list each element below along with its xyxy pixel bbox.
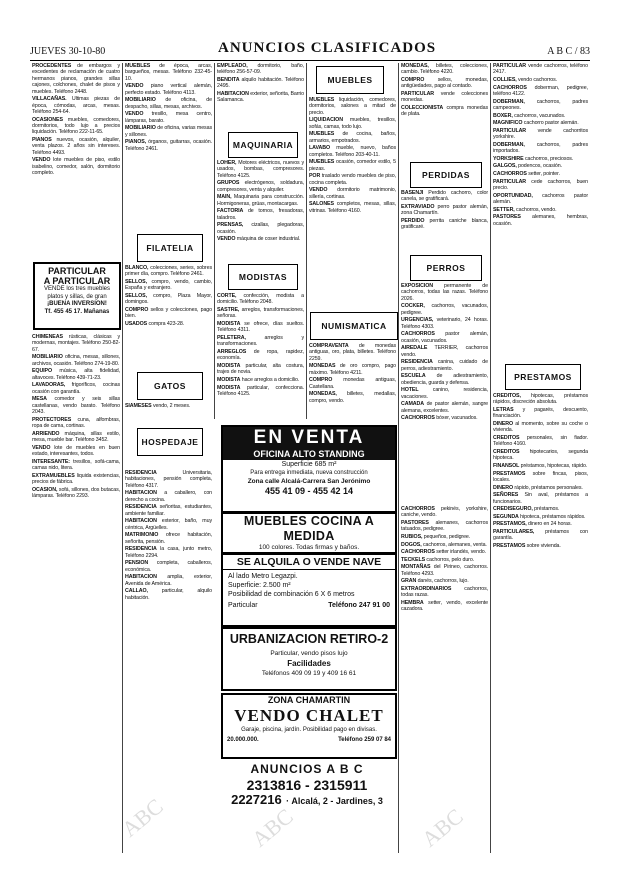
column-3-maquinaria xyxy=(217,160,304,260)
classified-ad: MOBILIARIO de oficina, varias mesas y sillones. xyxy=(125,125,212,138)
column-4-numismatica xyxy=(309,343,396,423)
classified-ad: PROCEDENTES de embargos y excedentes de reclamación de cuatro hermanos pianos, grandes sillas cajones, colchones, chalet de pisos y muebles. Teléfono 2448. xyxy=(32,63,120,95)
classified-ad: CACHORROS pekinés, yorkshire, caniche, vendo. xyxy=(401,506,488,519)
ad-urbanizacion-retiro: URBANIZACION RETIRO-2 Particular, vendo pisos lujo Facilidades Teléfonos 409 09 19 y 409 16 61 xyxy=(221,627,397,691)
header-rule xyxy=(30,60,590,61)
classified-ad: COMPRO sellos y colecciones, pago bien. xyxy=(125,307,212,320)
classified-ad: CHIMENEAS rústicas, clásicas y modernas, montajes. Teléfono 250-82-67. xyxy=(32,334,120,353)
classified-ad: MONEDAS, billetes, colecciones, cambio. Teléfono 4220. xyxy=(401,63,488,76)
classified-ad: MONTAÑAS del Pirineo, cachorros. Teléfono 4293. xyxy=(401,564,488,577)
classified-ad: POR traslado vendo muebles de piso, cocina completa. xyxy=(309,173,396,186)
classified-ad: ESCUELA de adiestramiento, obediencia, guarda y defensa. xyxy=(401,373,488,386)
column-rule xyxy=(490,63,491,853)
column-rule xyxy=(398,63,399,853)
section-head-muebles: MUEBLES xyxy=(316,66,384,94)
classified-ad: MUEBLES ocasión, comedor estilo, 5 piezas. xyxy=(309,159,396,172)
ad-muebles-cocina: MUEBLES COCINA A MEDIDA 100 colores. Todas firmas y baños. xyxy=(221,512,397,554)
column-rule xyxy=(122,63,123,853)
classified-ad: MONEDAS, billetes, medallas, compro, vendo. xyxy=(309,391,396,404)
classified-ad: DINERO rápido, préstamos personales. xyxy=(493,484,583,491)
ad-chalet: ZONA CHAMARTIN VENDO CHALET Garaje, piscina, jardín. Posibilidad pago en divisas. 20.000.000. Teléfono 259 07 84 xyxy=(221,693,397,759)
classified-ad: VILLACAÑAS. Ultimas piezas de época, cómodas, arcas, mesas. Teléfono 254-64. xyxy=(32,96,120,116)
classified-ad: HABITACION exterior, baño, muy céntrica, Argüelles. xyxy=(125,518,212,531)
classified-ad: SALONES completos, mesas, sillas, vitrinas. Teléfono 4160. xyxy=(309,201,396,214)
classified-ad: ARRIENDO máquina, sillas estilo, mesa, mueble bar. Teléfono 3452. xyxy=(32,430,120,444)
classified-ad: ARREGLOS de ropa, rapidez, economía. xyxy=(217,349,304,362)
classified-ad: FINANSOL préstamos, hipotecas, rápido. xyxy=(493,463,588,469)
classified-ad: SELLOS, compro, Plaza Mayor, domingos. xyxy=(125,293,212,306)
classified-ad: URGENCIAS, veterinario, 24 horas. Teléfono 4303. xyxy=(401,317,488,330)
classified-ad: MAGNIFICO cachorro pastor alemán. xyxy=(493,120,579,127)
classified-ad: PIANOS, órganos, guitarras, ocasión. Teléfono 2461. xyxy=(125,139,212,152)
classified-ad: SIAMESES vendo, 2 meses. xyxy=(125,403,191,409)
classified-ad: LETRAS y pagarés, descuento, financiación. xyxy=(493,407,588,420)
classified-ad: PARTICULARES, préstamos con garantía. xyxy=(493,528,588,542)
column-5-perdidas xyxy=(401,190,488,252)
classified-ad: CACHORROS doberman, pedigree, teléfono 4122. xyxy=(493,84,588,97)
section-head-prestamos: PRESTAMOS xyxy=(505,364,581,390)
ad-en-venta: EN VENTA OFICINA ALTO STANDING Superficie 685 m² Para entrega inmediata, nueva construcción Zona calle Alcalá-Carrera San Jerónimo 455 41 09 - 455 42 14 xyxy=(221,425,397,513)
classified-ad: RESIDENCIA señoritas, estudiantes, ambiente familiar. xyxy=(125,504,212,517)
classified-ad: GRAN danés, cachorros, lujo. xyxy=(401,578,469,585)
section-head-filatelia: FILATELIA xyxy=(137,234,203,262)
classified-ad: MUEBLES de época, arcas, bargueños, mesas. Teléfono 232-45-10. xyxy=(125,63,212,82)
classified-ad: PELETERA, arreglos y transformaciones. xyxy=(217,335,304,348)
classified-ad: MUEBLES de cocina, baños, armarios, empotrados. xyxy=(309,131,396,144)
column-5-top xyxy=(401,63,488,158)
classified-ad: MOBILIARIO de oficina, de despacho, sillas, mesas, archivos. xyxy=(125,97,212,110)
classified-ad: HABITACION exterior, señorita, Barrio Salamanca. xyxy=(217,91,304,104)
classified-ad: MODISTA particular, confecciona. Teléfono 4125. xyxy=(217,384,304,397)
classified-ad: HABITACION a caballero, con derecho a cocina. xyxy=(125,490,212,503)
column-3-modistas xyxy=(217,293,304,423)
classified-ad: LOHER, Motores eléctricos, nuevos y usados, bombas, compresores. Teléfono 4125. xyxy=(217,160,304,179)
classified-ad: VENDO lote de muebles en buen estado, interesantes, todos. xyxy=(32,444,120,458)
classified-ad: OCASIONES muebles, comedores, dormitorios, todo lujo a precios liquidación. Teléfono 222-11-65. xyxy=(32,116,120,136)
particular-ad: PARTICULAR A PARTICULAR VENDE los tres muebles platos y sillas, de gran ¡BUENA INVERSION! Tf. 455 45 17. Mañanas xyxy=(33,262,121,330)
page-number: A B C / 83 xyxy=(547,46,590,57)
column-rule xyxy=(214,63,215,419)
classified-ad: COMPRO monedas antiguas, Castellana. xyxy=(309,377,396,390)
classified-ad: PASTORES alemanes, hembras, ocasión. xyxy=(493,214,588,227)
classified-ad: SEÑORES Sin aval, préstamos a funcionarios. xyxy=(493,492,588,505)
classified-ad: CREDITOS hipotecarios, segunda hipoteca. xyxy=(493,449,588,462)
classified-ad: SEGUNDA hipoteca, préstamos rápidos. xyxy=(493,513,586,520)
classified-ad: LAVABO mueble, nuevo, baños completos. Teléfono 203-40-11. xyxy=(309,145,396,158)
classified-ad: PRESTAMOS, dinero en 24 horas. xyxy=(493,521,572,528)
ad-nave: SE ALQUILA O VENDE NAVE Al lado Metro Legazpi. Superficie: 2.500 m² Posibilidad de combinación 6 X 6 metros Particular Teléfono 247 91 00 xyxy=(221,553,397,627)
classified-ad: PENSION completa, caballeros, económica. xyxy=(125,560,212,573)
abc-watermark: ABC xyxy=(116,793,168,842)
classified-ad: HABITACION amplia, exterior, Avenida de América. xyxy=(125,574,212,587)
column-2-top xyxy=(125,63,212,231)
classified-ad: OCASION, sofá, sillones, dos butacas, lámparas. Teléfono 2293. xyxy=(32,486,120,500)
classified-ad: RUBIOS, pequeños, pedigree. xyxy=(401,534,471,540)
classified-ad: CACHORROS bóxer, vacunados. xyxy=(401,415,478,422)
classified-ad: MODISTA hace arreglos a domicilio. xyxy=(217,377,300,383)
classified-ad: EQUIPO música, alta fidelidad, altavoces. Teléfono 439-71-23. xyxy=(32,368,120,381)
classified-ad: MODISTA particular, alta costura, trajes de novia. xyxy=(217,363,304,376)
classified-ad: HOTEL canino, residencia, vacaciones. xyxy=(401,387,488,400)
classified-ad: DOGOS, cachorros, alemanes, venta. xyxy=(401,541,487,548)
classified-ad: PARTICULAR vende cachorros, teléfono 2417. xyxy=(493,63,588,76)
classified-ad: MOBILIARIO oficina, mesas, sillones, archivos, ocasión. Teléfono 274-19-80. xyxy=(32,354,120,367)
classified-ad: EXTRAMUEBLES liquida existencias, precios de fábrica. xyxy=(32,472,120,486)
classified-ad: GALGOS, podencos, ocasión. xyxy=(493,163,562,170)
column-5-bottom xyxy=(401,506,488,846)
column-rule xyxy=(306,63,307,419)
classified-ad: INTERESANTE: tresillos, sofá-cama, camas nido, litera. xyxy=(32,458,120,472)
classified-ad: MESA comedor y seis sillas castellanas, vendo barato. Teléfono 2043. xyxy=(32,396,120,416)
classified-ad: MATRIMONIO ofrece habitación, señorita, pensión. xyxy=(125,532,212,545)
classified-ad: EMPLEADO, dormitorio, baño, teléfono 256-57-09. xyxy=(217,63,304,76)
column-1-bottom xyxy=(32,334,120,849)
classified-ad: CACHORROS pastor alemán, ocasión, vacunados. xyxy=(401,331,488,344)
column-1-top xyxy=(32,63,120,258)
classified-ad: COLECCIONISTA compra monedas de plata. xyxy=(401,105,488,118)
classified-ad: PARTICULAR cede cachorros, buen precio. xyxy=(493,178,588,191)
classified-ad: LIQUIDACION muebles, tresillos, sofás, camas, todo lujo. xyxy=(309,117,396,130)
classified-ad: PRENSAS, cizallas, plegadoras, ocasión. xyxy=(217,222,304,235)
classified-ad: COLLIES, vendo cachorros. xyxy=(493,77,558,83)
classified-ad: TECKELS cachorros, pelo duro. xyxy=(401,556,475,563)
classified-ad: RESIDENCIA Universitaria, habitaciones, pensión completa, Teléfono 4317. xyxy=(125,470,212,489)
issue-date: JUEVES 30-10-80 xyxy=(30,46,106,57)
classified-ad: LAVADORAS, frigoríficos, cocinas ocasión con garantía. xyxy=(32,382,120,395)
classified-ad: BLANCO, colecciones, series, sobres primer día, compro. Teléfono 2461. xyxy=(125,265,212,278)
classified-ad: VENDO dormitorio matrimonio, sillería, cortinas. xyxy=(309,187,396,200)
classified-ad: COMPRAVENTA de monedas antiguas, oro, plata, billetes. Teléfono 2259. xyxy=(309,343,396,362)
classified-ad: CREDITOS personales, sin fiador. Teléfono 4160. xyxy=(493,435,588,448)
classified-ad: MODISTA se ofrece, días sueltos. Teléfono 4311. xyxy=(217,321,304,334)
classified-ad: OPORTUNIDAD, cachorros pastor alemán. xyxy=(493,192,588,205)
column-6-top xyxy=(493,63,588,353)
classified-ad: PRESTAMOS sobre fincas, pisos, locales. xyxy=(493,470,588,483)
column-4-muebles xyxy=(309,97,396,307)
classified-ad: MONEDAS de oro compro, pago máximo. Teléfono 4211. xyxy=(309,363,396,376)
abc-watermark: ABC xyxy=(416,803,468,852)
classified-ad: CAMADA de pastor alemán, sangre alemana, excelentes. xyxy=(401,401,488,414)
classified-ad: PARTICULAR vende cachorritos yorkshire. xyxy=(493,127,588,141)
classified-ad: EXTRAORDINARIOS cachorros, todas razas. xyxy=(401,585,488,599)
classified-ad: CREDISEGURO, préstamos. xyxy=(493,506,560,513)
ad-anuncios-abc: ANUNCIOS A B C 2313816 - 2315911 2227216 · Alcalá, 2 - Jardines, 3 xyxy=(231,762,383,807)
classified-ad: COMPRO sellos, monedas, antigüedades, pago al contado. xyxy=(401,77,488,90)
classified-ad: PROTECTORES cuna, alfombras, ropa de cama, cortinas. xyxy=(32,416,120,430)
classified-ad: VENDO piano vertical alemán, perfecto estado. Teléfono 4113. xyxy=(125,83,212,96)
classified-ad: PIANOS nuevos, ocasión, alquiler, venta plazos. 2 años sin intereses. Teléfono 4493. xyxy=(32,137,120,156)
classified-ad: PARTICULAR vende colecciones monedas. xyxy=(401,91,488,104)
classified-ad: GRUPOS electrógenos, soldadura, compresores, venta y alquiler. xyxy=(217,180,304,193)
classified-ad: HEMBRA setter, vendo, excelente cazadora. xyxy=(401,599,488,613)
section-head-numismatica: NUMISMATICA xyxy=(310,312,398,340)
classified-ad: YORKSHIRE cachorros, preciosos. xyxy=(493,155,574,162)
classified-ad: USADOS compra 423-28. xyxy=(125,321,185,327)
section-head-perros: PERROS xyxy=(410,255,482,281)
classified-ad: SASTRE, arreglos, transformaciones, señoras. xyxy=(217,307,304,320)
classified-ad: VENDO máquina de coser industrial. xyxy=(217,236,301,243)
classified-ad: MUEBLES liquidación, comedores, dormitorios, salones a mitad de precio. xyxy=(309,97,396,116)
column-2-filatelia xyxy=(125,265,212,360)
section-head-perdidas: PERDIDAS xyxy=(410,162,482,188)
classified-ad: CALLAO, particular, alquilo habitación. xyxy=(125,588,212,601)
column-2-gatos xyxy=(125,403,212,423)
column-5-perros xyxy=(401,283,488,501)
classified-ad: RESIDENCIA canina, cuidado de perros, adiestramiento. xyxy=(401,359,488,372)
classified-ad: PERDIDO perrita caniche blanca, gratificaré. xyxy=(401,218,488,231)
classified-ad: CACHORROS setter, pointer. xyxy=(493,170,560,177)
classified-ad: CREDITOS, hipotecas, préstamos rápidos, discreción absoluta. xyxy=(493,393,588,406)
classified-ad: RESIDENCIA la casa, junto metro, Teléfono 2294. xyxy=(125,546,212,559)
section-head-modistas: MODISTAS xyxy=(228,264,298,290)
classified-ad: EXTRAVIADO perro pastor alemán, zona Chamartín. xyxy=(401,204,488,217)
classified-ad: AIREDALE TERRIER, cachorros vendo. xyxy=(401,345,488,358)
classified-ad: EXPOSICION permanente de cachorros, todas las razas. Teléfono 2026. xyxy=(401,283,488,302)
classified-ad: VENDO tresillo, mesa centro, lámparas, barato. xyxy=(125,111,212,124)
classified-ad: DOBERMAN, cachorros, padres importados. xyxy=(493,141,588,155)
classified-ad: SELLOS, compro, vendo, cambio, España y extranjero. xyxy=(125,279,212,292)
page-header xyxy=(30,40,590,60)
section-head-gatos: GATOS xyxy=(137,372,203,400)
column-6-prestamos xyxy=(493,393,588,846)
classified-ad: VENDO lote muebles de piso, estilo isabelino, comedor, salón, dormitorio completo. xyxy=(32,157,120,177)
classified-ad: PASTORES alemanes, cachorros tatuados, pedigree. xyxy=(401,520,488,533)
classified-ad: CORTE, confección, modista a domicilio. Teléfono 2048. xyxy=(217,293,304,306)
classified-ad: COCKER, cachorros, vacunados, pedigree. xyxy=(401,303,488,316)
classified-ad: BOXER, cachorros, vacunados. xyxy=(493,112,566,119)
section-head-hospedaje: HOSPEDAJE xyxy=(137,428,203,456)
classified-ad: CACHORROS setter irlandés, vendo. xyxy=(401,549,487,556)
classified-ad: PRESTAMOS sobre vivienda. xyxy=(493,542,561,549)
column-3-top xyxy=(217,63,304,121)
classified-ad: MAIN, Maquinaria para construcción. Hormigoneras, grúas, montacargas. xyxy=(217,194,304,207)
abc-watermark: ABC xyxy=(246,803,298,852)
classified-ad: BASENJI Perdido cachorro, color canela, se gratificará. xyxy=(401,190,488,203)
classified-ad: DINERO al momento, sobre su coche o vivienda. xyxy=(493,421,588,434)
classified-ad: BENDITA alquilo habitación. Teléfono 2495. xyxy=(217,77,304,90)
section-head-maquinaria: MAQUINARIA xyxy=(228,132,298,158)
section-title: ANUNCIOS CLASIFICADOS xyxy=(218,40,437,56)
column-2-hospedaje xyxy=(125,470,212,760)
classified-ad: FACTORIA de tornos, fresadoras, taladros. xyxy=(217,208,304,221)
classified-ad: DOBERMAN, cachorros, padres campeones. xyxy=(493,98,588,111)
classified-ad: SETTER, cachorros, vendo. xyxy=(493,206,557,213)
